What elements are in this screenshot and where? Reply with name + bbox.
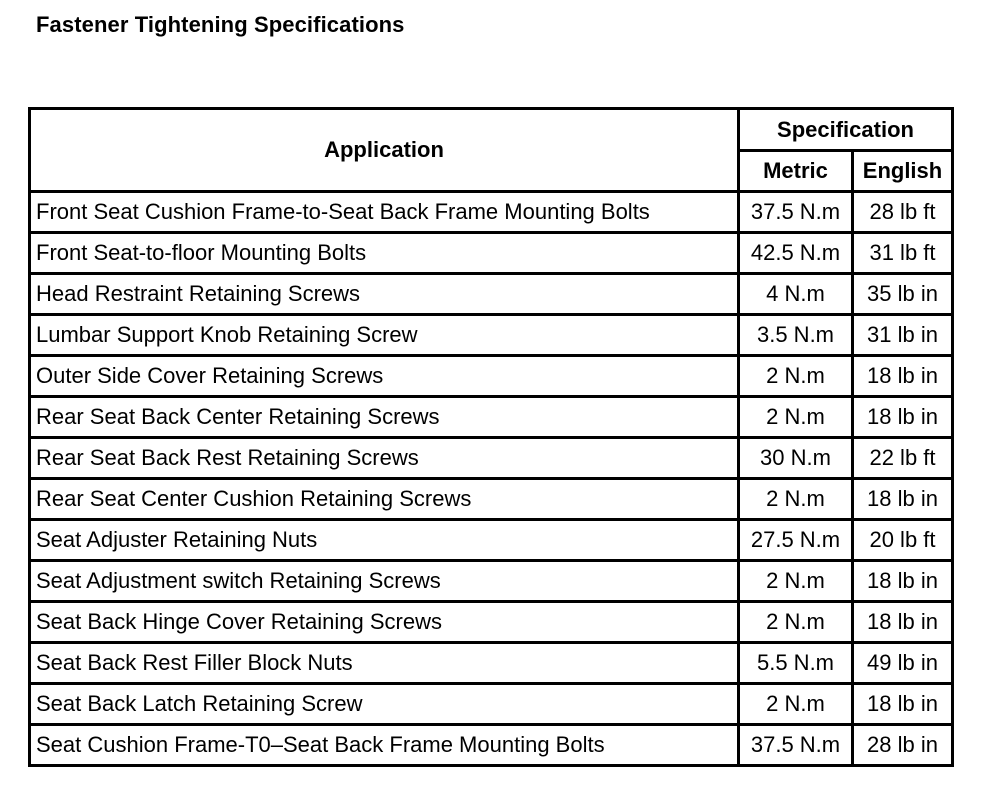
english-cell: 28 lb ft	[854, 193, 951, 231]
table-row	[31, 562, 951, 600]
metric-cell: 37.5 N.m	[740, 726, 851, 764]
metric-cell: 30 N.m	[740, 439, 851, 477]
metric-cell: 3.5 N.m	[740, 316, 851, 354]
metric-cell: 5.5 N.m	[740, 644, 851, 682]
english-cell: 20 lb ft	[854, 521, 951, 559]
english-cell: 18 lb in	[854, 685, 951, 723]
table-row	[31, 234, 951, 272]
english-cell: 18 lb in	[854, 398, 951, 436]
application-cell: Outer Side Cover Retaining Screws	[31, 357, 737, 395]
application-cell: Front Seat-to-floor Mounting Bolts	[31, 234, 737, 272]
english-cell: 18 lb in	[854, 480, 951, 518]
english-cell: 31 lb in	[854, 316, 951, 354]
english-cell: 18 lb in	[854, 357, 951, 395]
table-row	[31, 521, 951, 559]
metric-cell: 2 N.m	[740, 357, 851, 395]
metric-cell: 2 N.m	[740, 562, 851, 600]
application-cell: Rear Seat Back Center Retaining Screws	[31, 398, 737, 436]
table-row	[31, 603, 951, 641]
application-cell: Seat Cushion Frame-T0–Seat Back Frame Mounting Bolts	[31, 726, 737, 764]
table-body	[31, 193, 951, 764]
header-specification: Specification	[740, 110, 951, 149]
application-cell: Rear Seat Back Rest Retaining Screws	[31, 439, 737, 477]
metric-cell: 37.5 N.m	[740, 193, 851, 231]
table-row	[31, 398, 951, 436]
metric-cell: 42.5 N.m	[740, 234, 851, 272]
table-row	[31, 480, 951, 518]
table-row	[31, 193, 951, 231]
table-row	[31, 726, 951, 764]
english-cell: 22 lb ft	[854, 439, 951, 477]
table-row	[31, 275, 951, 313]
metric-cell: 2 N.m	[740, 480, 851, 518]
application-cell: Seat Back Latch Retaining Screw	[31, 685, 737, 723]
fastener-spec-table	[28, 107, 954, 767]
english-cell: 28 lb in	[854, 726, 951, 764]
header-english: English	[854, 152, 951, 190]
header-application: Application	[31, 110, 737, 190]
application-cell: Seat Adjustment switch Retaining Screws	[31, 562, 737, 600]
table-row	[31, 439, 951, 477]
metric-cell: 2 N.m	[740, 685, 851, 723]
table-row	[31, 316, 951, 354]
page-title: Fastener Tightening Specifications	[36, 12, 405, 37]
table-row	[31, 357, 951, 395]
english-cell: 31 lb ft	[854, 234, 951, 272]
application-cell: Seat Back Hinge Cover Retaining Screws	[31, 603, 737, 641]
metric-cell: 2 N.m	[740, 603, 851, 641]
table-row	[31, 685, 951, 723]
english-cell: 18 lb in	[854, 603, 951, 641]
metric-cell: 27.5 N.m	[740, 521, 851, 559]
application-cell: Front Seat Cushion Frame-to-Seat Back Frame Mounting Bolts	[31, 193, 737, 231]
english-cell: 49 lb in	[854, 644, 951, 682]
english-cell: 18 lb in	[854, 562, 951, 600]
metric-cell: 2 N.m	[740, 398, 851, 436]
metric-cell: 4 N.m	[740, 275, 851, 313]
application-cell: Lumbar Support Knob Retaining Screw	[31, 316, 737, 354]
application-cell: Head Restraint Retaining Screws	[31, 275, 737, 313]
header-metric: Metric	[740, 152, 851, 190]
table-row	[31, 644, 951, 682]
application-cell: Rear Seat Center Cushion Retaining Screws	[31, 480, 737, 518]
english-cell: 35 lb in	[854, 275, 951, 313]
application-cell: Seat Adjuster Retaining Nuts	[31, 521, 737, 559]
application-cell: Seat Back Rest Filler Block Nuts	[31, 644, 737, 682]
